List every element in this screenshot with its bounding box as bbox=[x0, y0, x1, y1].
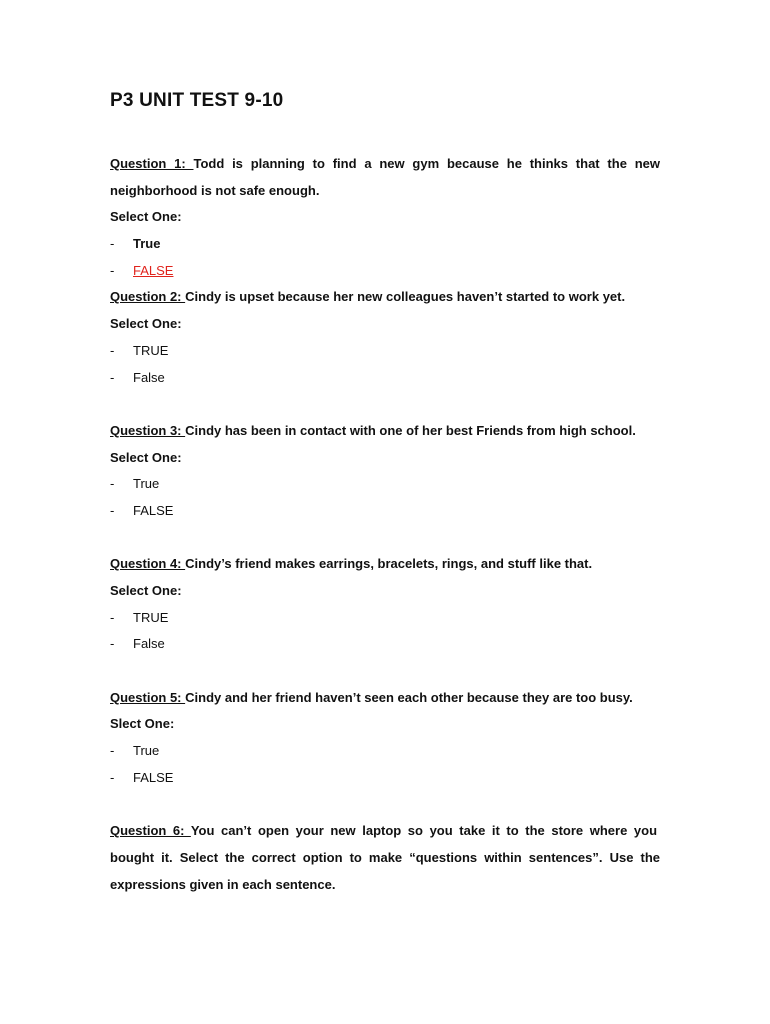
option-label: FALSE bbox=[133, 769, 174, 785]
option-label: True bbox=[133, 743, 160, 759]
question-4-select-label: Select One: bbox=[110, 583, 182, 598]
question-5-option-false[interactable] bbox=[110, 765, 660, 792]
question-6-line2 bbox=[110, 845, 660, 872]
bullet-dash: - bbox=[110, 342, 115, 358]
question-3 bbox=[110, 418, 660, 445]
question-3-label: Question 3: bbox=[110, 422, 186, 438]
question-6-line3: expressions given in each sentence. bbox=[110, 876, 336, 892]
bullet-dash: - bbox=[110, 502, 115, 518]
question-5-select-label: Slect One: bbox=[110, 716, 175, 732]
page-title: P3 UNIT TEST 9-10 bbox=[110, 90, 284, 111]
bullet-dash: - bbox=[110, 262, 115, 278]
question-2-select-label: Select One: bbox=[110, 316, 182, 332]
option-label: FALSE bbox=[133, 502, 174, 518]
bullet-dash: - bbox=[110, 369, 115, 385]
question-5 bbox=[110, 685, 660, 712]
bullet-dash: - bbox=[110, 476, 115, 492]
question-1-text-line1: Todd is planning to find a new gym because he thinks that the new bbox=[193, 156, 660, 171]
question-5-text: Cindy and her friend haven’t seen each other because they are too busy. bbox=[185, 689, 633, 705]
question-4-option-true[interactable] bbox=[110, 605, 660, 632]
question-2-text: Cindy is upset because her new colleagues haven’t started to work yet. bbox=[185, 289, 626, 305]
option-label-highlighted: FALSE bbox=[133, 262, 174, 278]
question-6-text-line2: bought it. Select the correct option to make “questions within sentences”. Use the bbox=[110, 849, 660, 865]
question-6-label: Question 6: bbox=[110, 823, 191, 839]
spacer bbox=[110, 391, 660, 418]
option-label: TRUE bbox=[133, 609, 169, 625]
question-1 bbox=[110, 151, 660, 178]
bullet-dash: - bbox=[110, 769, 115, 785]
question-2-option-true[interactable] bbox=[110, 338, 660, 365]
question-4-text: Cindy’s friend makes earrings, bracelets, rings, and stuff like that. bbox=[185, 556, 593, 572]
question-3-option-false[interactable] bbox=[110, 498, 660, 525]
question-1-option-false[interactable] bbox=[110, 258, 660, 285]
bullet-dash: - bbox=[110, 609, 115, 625]
question-5-option-true[interactable] bbox=[110, 738, 660, 765]
spacer bbox=[110, 525, 660, 552]
question-6-text-line1: You can’t open your new laptop so you take it to the store where you bbox=[190, 823, 658, 839]
question-1-select-label: Select One: bbox=[110, 209, 182, 225]
bullet-dash: - bbox=[110, 236, 115, 252]
question-2 bbox=[110, 284, 660, 311]
question-6 bbox=[110, 818, 660, 845]
question-5-label: Question 5: bbox=[110, 689, 186, 705]
option-label: False bbox=[133, 369, 165, 385]
option-label: TRUE bbox=[133, 342, 169, 358]
question-1-option-true[interactable] bbox=[110, 231, 660, 258]
spacer bbox=[110, 792, 660, 819]
question-4-option-false[interactable] bbox=[110, 631, 660, 658]
question-2-option-false[interactable] bbox=[110, 365, 660, 392]
question-2-label: Question 2: bbox=[110, 289, 186, 305]
bullet-dash: - bbox=[110, 636, 115, 652]
question-1-label: Question 1: bbox=[110, 156, 194, 171]
question-4 bbox=[110, 551, 660, 578]
question-4-label: Question 4: bbox=[110, 556, 186, 572]
question-list bbox=[110, 151, 660, 898]
spacer bbox=[110, 658, 660, 685]
question-3-text: Cindy has been in contact with one of her best Friends from high school. bbox=[185, 422, 636, 438]
question-1-line2: neighborhood is not safe enough. bbox=[110, 182, 320, 198]
bullet-dash: - bbox=[110, 743, 115, 759]
question-3-option-true[interactable] bbox=[110, 471, 660, 498]
option-label: False bbox=[133, 636, 165, 652]
question-3-select-label: Select One: bbox=[110, 449, 182, 465]
option-label: True bbox=[133, 236, 161, 252]
option-label: True bbox=[133, 476, 160, 492]
